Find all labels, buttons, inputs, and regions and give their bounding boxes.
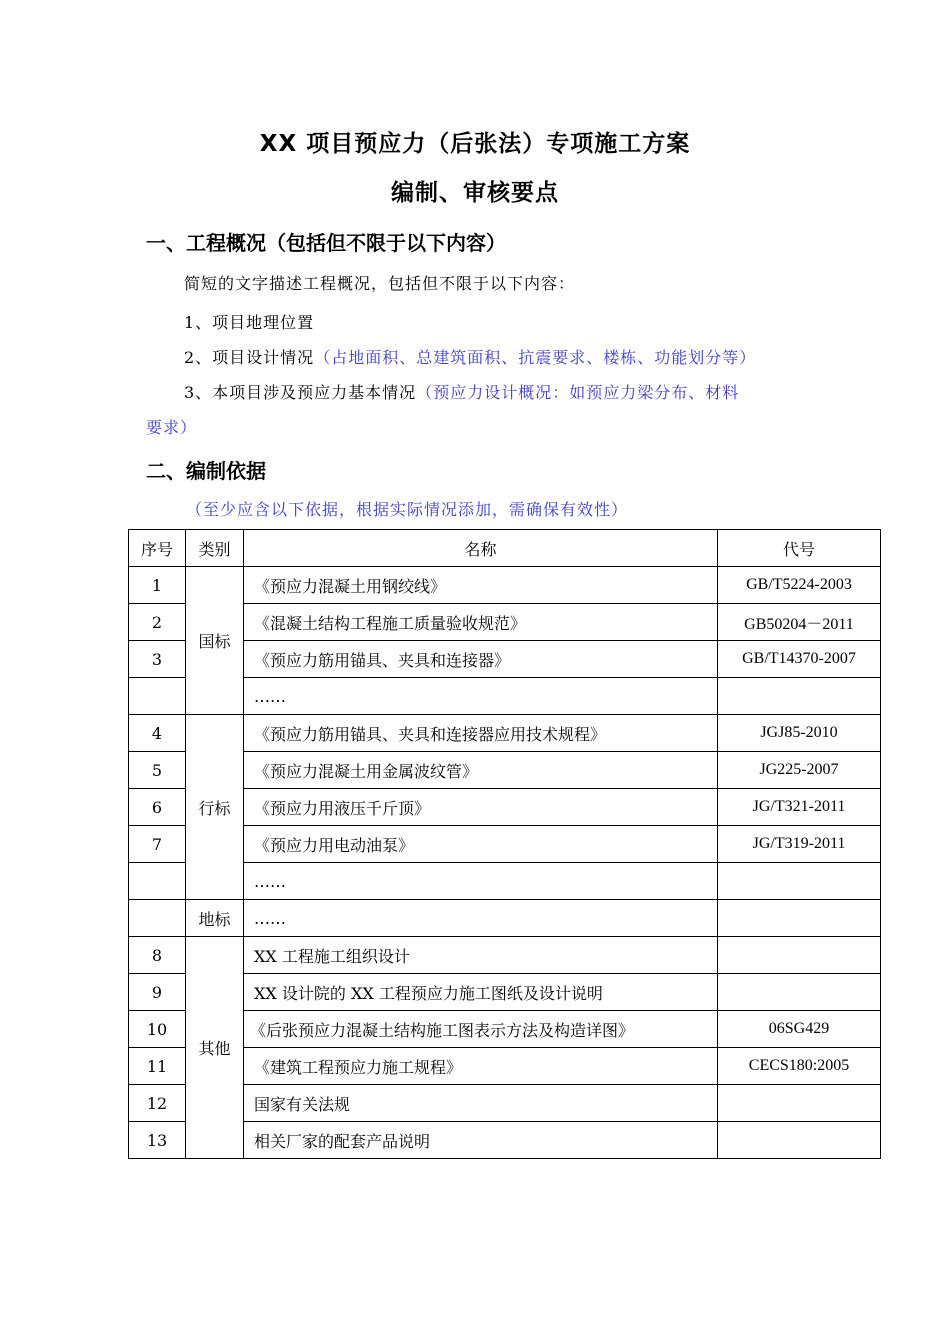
- table-row: [129, 715, 881, 752]
- row-seq: 2: [129, 604, 186, 641]
- overview-item-2-note: （占地面积、总建筑面积、抗震要求、楼栋、功能划分等）: [314, 348, 757, 367]
- table-row: [129, 900, 881, 937]
- row-name: ……: [244, 678, 718, 715]
- row-code: CECS180:2005: [718, 1048, 881, 1085]
- row-name: 《后张预应力混凝土结构施工图表示方法及构造详图》: [244, 1011, 718, 1048]
- table-row: [129, 567, 881, 604]
- row-code: [718, 974, 881, 1011]
- category-other: 其他: [186, 937, 244, 1159]
- row-code: JG225-2007: [718, 752, 881, 789]
- table-row: [129, 937, 881, 974]
- row-code: 06SG429: [718, 1011, 881, 1048]
- row-code: [718, 900, 881, 937]
- category-industry: 行标: [186, 715, 244, 900]
- row-code: JG/T321-2011: [718, 789, 881, 826]
- row-code: [718, 937, 881, 974]
- header-seq: 序号: [129, 530, 186, 567]
- overview-item-3-note-cont: 要求）: [146, 418, 198, 437]
- row-seq: 5: [129, 752, 186, 789]
- row-code: JG/T319-2011: [718, 826, 881, 863]
- row-code: [718, 863, 881, 900]
- row-seq: [129, 678, 186, 715]
- basis-note: （至少应含以下依据，根据实际情况添加，需确保有效性）: [186, 500, 629, 519]
- row-name: 《预应力用电动油泵》: [244, 826, 718, 863]
- row-code: GB50204－2011: [718, 604, 881, 641]
- row-name: 《预应力混凝土用金属波纹管》: [244, 752, 718, 789]
- header-name: 名称: [244, 530, 718, 567]
- row-code: [718, 1122, 881, 1159]
- row-name: ……: [244, 863, 718, 900]
- row-seq: 1: [129, 567, 186, 604]
- row-code: [718, 678, 881, 715]
- overview-item-2: [184, 346, 756, 370]
- overview-item-2-text: 2、项目设计情况: [184, 348, 315, 367]
- overview-item-3: [184, 381, 739, 405]
- row-seq: 3: [129, 641, 186, 678]
- row-seq: 9: [129, 974, 186, 1011]
- document-title: XX 项目预应力（后张法）专项施工方案: [259, 131, 691, 157]
- row-seq: 8: [129, 937, 186, 974]
- overview-item-1: 1、项目地理位置: [184, 313, 315, 332]
- row-name: XX 工程施工组织设计: [244, 937, 718, 974]
- category-national: 国标: [186, 567, 244, 715]
- row-code: JGJ85-2010: [718, 715, 881, 752]
- row-name: 《预应力筋用锚具、夹具和连接器应用技术规程》: [244, 715, 718, 752]
- row-name: 《预应力筋用锚具、夹具和连接器》: [244, 641, 718, 678]
- row-seq: [129, 863, 186, 900]
- row-name: 《预应力用液压千斤顶》: [244, 789, 718, 826]
- section-heading-overview: 一、工程概况（包括但不限于以下内容）: [146, 231, 506, 255]
- row-name: ……: [244, 900, 718, 937]
- overview-item-3-text: 3、本项目涉及预应力基本情况: [184, 383, 417, 402]
- row-seq: 6: [129, 789, 186, 826]
- row-seq: 12: [129, 1085, 186, 1122]
- row-name: 《建筑工程预应力施工规程》: [244, 1048, 718, 1085]
- row-seq: 4: [129, 715, 186, 752]
- row-seq: 13: [129, 1122, 186, 1159]
- header-code: 代号: [718, 530, 881, 567]
- row-seq: [129, 900, 186, 937]
- row-name: 《混凝土结构工程施工质量验收规范》: [244, 604, 718, 641]
- document-subtitle: 编制、审核要点: [391, 180, 559, 206]
- table-header-row: [129, 530, 881, 567]
- row-code: [718, 1085, 881, 1122]
- row-code: GB/T5224-2003: [718, 567, 881, 604]
- category-local: 地标: [186, 900, 244, 937]
- basis-table: [128, 529, 881, 1159]
- row-seq: 11: [129, 1048, 186, 1085]
- row-seq: 10: [129, 1011, 186, 1048]
- row-seq: 7: [129, 826, 186, 863]
- overview-intro: 简短的文字描述工程概况，包括但不限于以下内容：: [184, 274, 576, 293]
- row-name: 相关厂家的配套产品说明: [244, 1122, 718, 1159]
- row-name: 国家有关法规: [244, 1085, 718, 1122]
- header-category: 类别: [186, 530, 244, 567]
- row-name: 《预应力混凝土用钢绞线》: [244, 567, 718, 604]
- row-name: XX 设计院的 XX 工程预应力施工图纸及设计说明: [244, 974, 718, 1011]
- row-code: GB/T14370-2007: [718, 641, 881, 678]
- section-heading-basis: 二、编制依据: [146, 459, 266, 483]
- overview-item-3-note: （预应力设计概况：如预应力梁分布、材料: [416, 383, 740, 402]
